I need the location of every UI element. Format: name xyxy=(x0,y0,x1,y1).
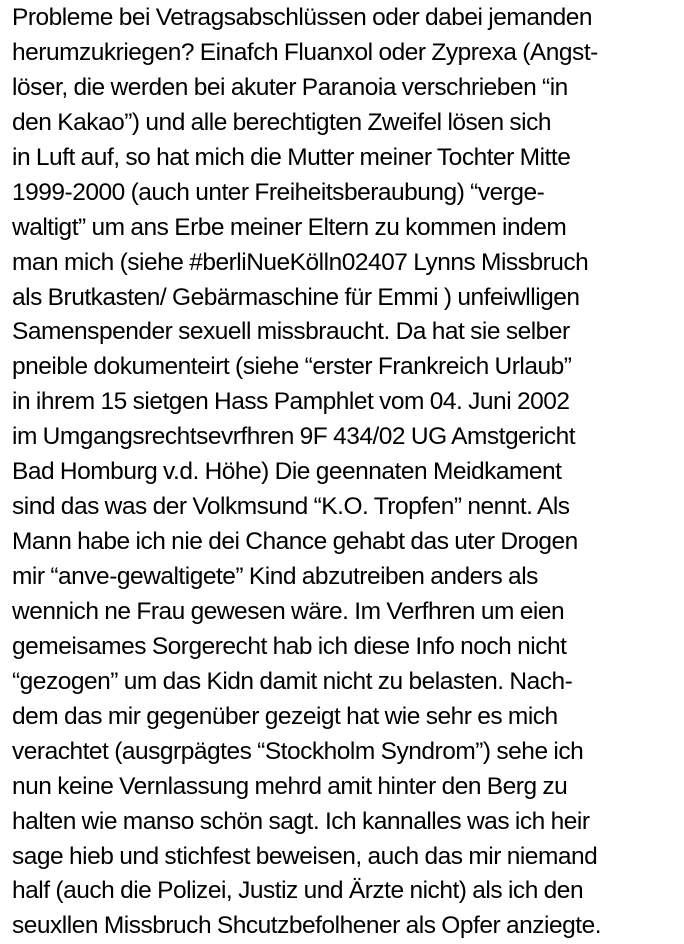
text-line-26: half (auch die Polizei, Justiz und Ärzte nicht) als ich den xyxy=(12,877,584,905)
body-text xyxy=(12,1,684,944)
text-line-23: nun keine Vernlassung mehrd amit hinter den Berg zu xyxy=(12,772,568,800)
text-line-16: Mann habe ich nie dei Chance gehabt das uter Drogen xyxy=(12,528,578,556)
text-line-13: im Umgangsrechtsevrfhren 9F 434/02 UG Amstgericht xyxy=(12,423,576,451)
text-line-15: sind das was der Volkmsund “K.O. Tropfen” nennt. Als xyxy=(12,493,570,521)
text-line-5: in Luft auf, so hat mich die Mutter meiner Tochter Mitte xyxy=(12,143,571,171)
text-line-10: Samenspender sexuell missbraucht. Da hat sie selber xyxy=(12,318,570,346)
text-line-17: mir “anve-gewaltigete” Kind abzutreiben anders als xyxy=(12,563,538,590)
text-line-20: “gezogen” um das Kidn damit nicht zu belasten. Nach- xyxy=(12,667,573,695)
text-line-25: sage hieb und stichfest beweisen, auch das mir niemand xyxy=(12,842,598,870)
text-line-4: den Kakao”) und alle berechtigten Zweifel lösen sich xyxy=(12,108,552,136)
text-line-12: in ihrem 15 sietgen Hass Pamphlet vom 04. Juni 2002 xyxy=(12,388,570,416)
text-line-7: waltigt” um ans Erbe meiner Eltern zu kommen indem xyxy=(12,213,567,241)
text-line-11: pneible dokumenteirt (siehe “erster Frankreich Urlaub” xyxy=(12,353,572,381)
text-line-21: dem das mir gegenüber gezeigt hat wie sehr es mich xyxy=(12,702,558,730)
text-line-8: man mich (siehe #berliNueKölln02407 Lynns Missbruch xyxy=(12,248,589,276)
text-line-22: verachtet (ausgrpägtes “Stockholm Syndrom”) sehe ich xyxy=(12,737,584,765)
text-line-6: 1999-2000 (auch unter Freiheitsberaubung) “verge- xyxy=(12,178,545,206)
text-line-3: löser, die werden bei akuter Paranoia verschrieben “in xyxy=(12,73,568,101)
text-line-18: wennich ne Frau gewesen wäre. Im Verfhren um eien xyxy=(12,597,565,625)
text-line-24: halten wie manso schön sagt. Ich kannalles was ich heir xyxy=(12,807,590,835)
text-line-9: als Brutkasten/ Gebärmaschine für Emmi ) unfeiwlligen xyxy=(12,283,580,311)
text-line-14: Bad Homburg v.d. Höhe) Die geennaten Meidkament xyxy=(12,458,562,486)
text-line-2: herumzukriegen? Einafch Fluanxol oder Zyprexa (Angst- xyxy=(12,38,598,66)
text-line-1: Probleme bei Vetragsabschlüssen oder dabei jemanden xyxy=(12,4,593,31)
text-line-27: seuxllen Missbruch Shcutzbefolhener als Opfer anziegte. xyxy=(12,912,602,940)
text-line-19: gemeisames Sorgerecht hab ich diese Info noch nicht xyxy=(12,632,567,660)
